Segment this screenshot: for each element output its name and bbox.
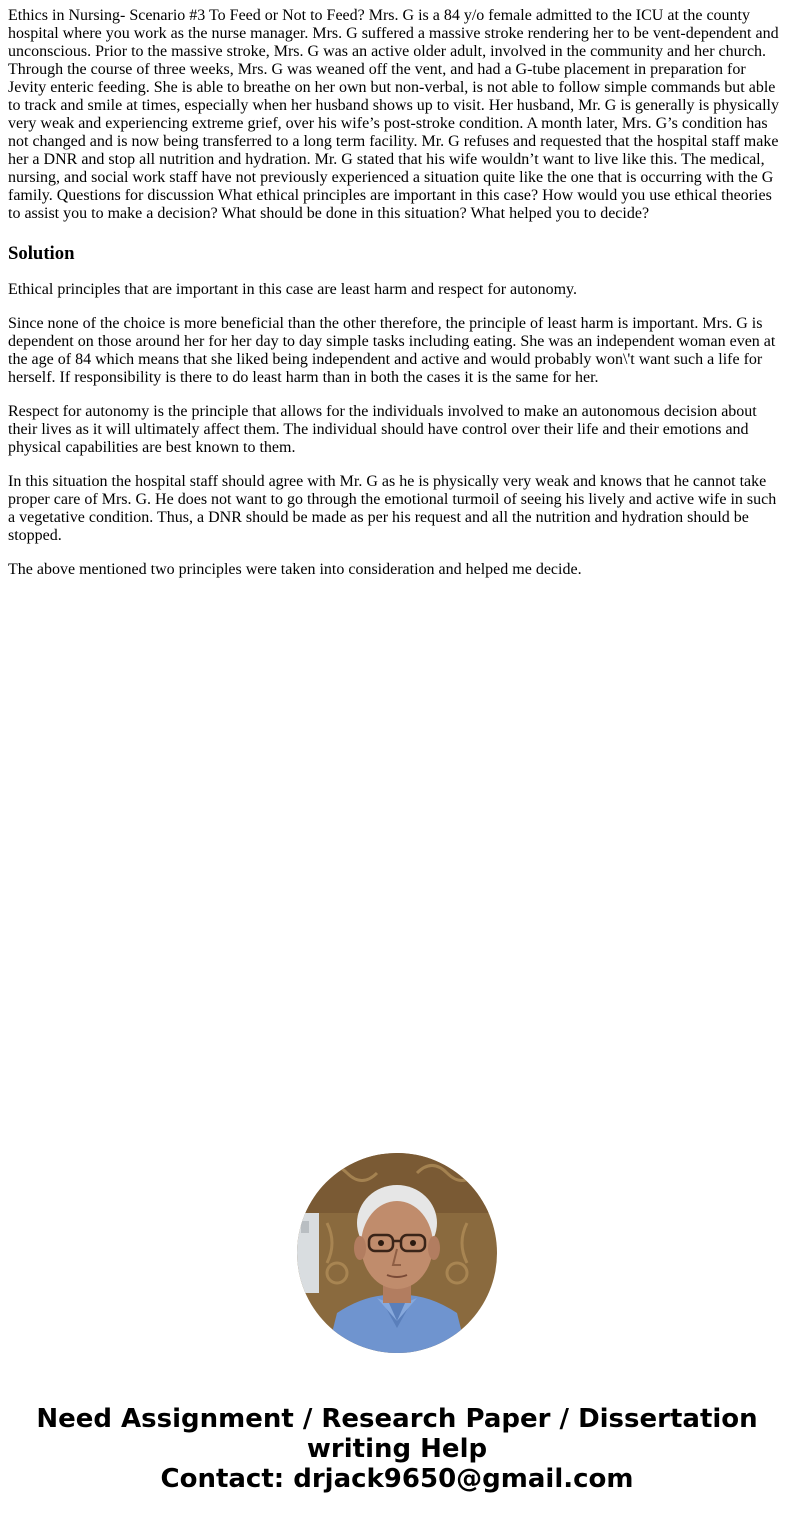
solution-paragraph: Ethical principles that are important in this case are least harm and respect for autonomy. <box>8 281 577 298</box>
document-body <box>8 7 783 595</box>
footer-line: Need Assignment / Research Paper / Dissertation <box>36 1404 758 1434</box>
solution-paragraph: The above mentioned two principles were taken into consideration and helped me decide. <box>8 561 582 578</box>
footer-contact <box>0 1404 794 1494</box>
solution-paragraph: In this situation the hospital staff should agree with Mr. G as he is physically very weak and knows that he cannot take proper care of Mrs. G. He does not want to go through the emotional turmoil of seeing his lively and active wife in such a vegetative condition. Thus, a DNR should be made as per his request and all the nutrition and hydration should be stopped. <box>8 473 777 544</box>
footer-contact-email: Contact: drjack9650@gmail.com <box>160 1464 634 1494</box>
solution-paragraph: Respect for autonomy is the principle that allows for the individuals involved to make an autonomous decision about their lives as it will ultimately affect them. The individual should have control over their life and their emotions and physical capabilities are best known to them. <box>8 403 757 456</box>
question-text: Ethics in Nursing- Scenario #3 To Feed or Not to Feed? Mrs. G is a 84 y/o female admitted to the ICU at the county hospital where you work as the nurse manager. Mrs. G suffered a massive stroke rendering her to be vent-dependent and unconscious. Prior to the massive stroke, Mrs. G was an active older adult, involved in the community and her church. Through the course of three weeks, Mrs. G was weaned off the vent, and had a G-tube placement in preparation for Jevity enteric feeding. She is able to breathe on her own but non-verbal, is not able to follow simple commands but able to track and smile at times, especially when her husband shows up to visit. Her husband, Mr. G is generally is physically very weak and experiencing extreme grief, over his wife’s post-stroke condition. A month later, Mrs. G’s condition has not changed and is now being transferred to a long term facility. Mr. G refuses and requested that the hospital staff make her a DNR and stop all nutrition and hydration. Mr. G stated that his wife wouldn’t want to live like this. The medical, nursing, and social work staff have not previously experienced a situation quite like the one that is occurring with the G family. Questions for discussion What ethical principles are important in this case? How would you use ethical theories to assist you to make a decision? What should be done in this situation? What helped you to decide? <box>8 7 779 222</box>
solution-paragraph: Since none of the choice is more beneficial than the other therefore, the principle of least harm is important. Mrs. G is dependent on those around her for her day to day simple tasks including eating. She was an independent woman even at the age of 84 which means that she liked being independent and active and would probably won\'t want such a life for herself. If responsibility is there to do least harm than in both the cases it is the same for her. <box>8 315 776 386</box>
author-avatar <box>297 1153 497 1353</box>
solution-heading: Solution <box>8 243 75 264</box>
footer-line: writing Help <box>306 1434 488 1464</box>
